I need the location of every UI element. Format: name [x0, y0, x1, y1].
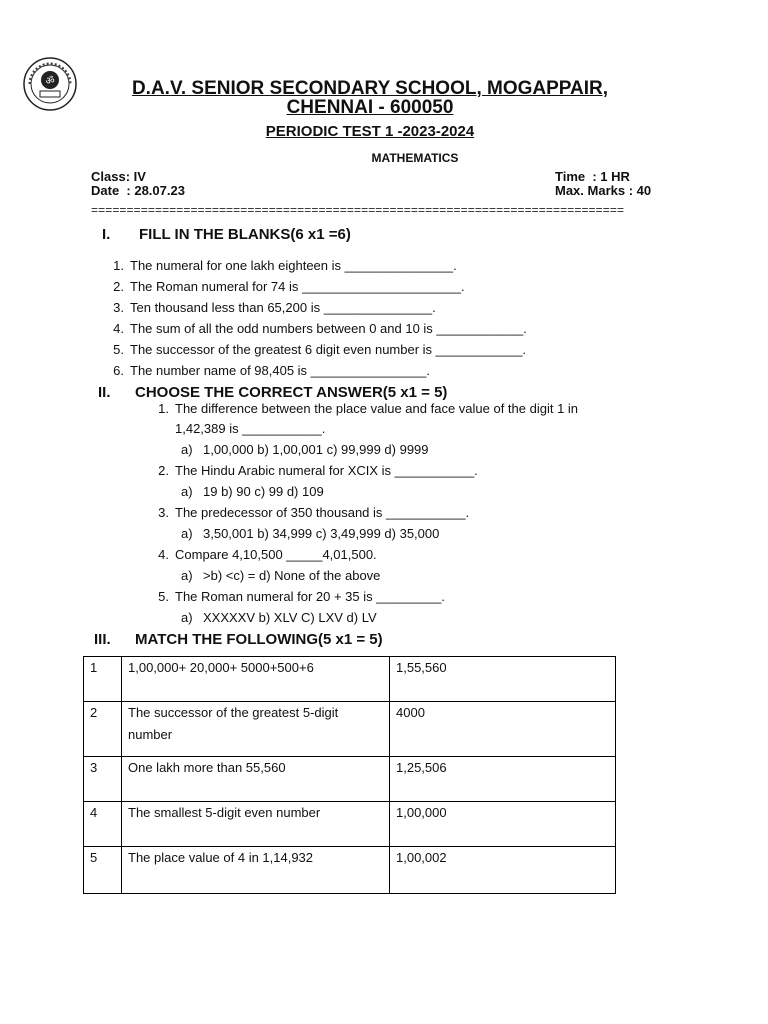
- school-name-line1: D.A.V. SENIOR SECONDARY SCHOOL, MOGAPPAIR,: [131, 78, 609, 99]
- section-3-title: MATCH THE FOLLOWING(5 x1 = 5): [135, 631, 383, 648]
- section-2-title: CHOOSE THE CORRECT ANSWER(5 x1 = 5): [135, 384, 448, 401]
- table-row: [84, 847, 616, 894]
- section-2-number: II.: [98, 384, 111, 401]
- section-1-number: I.: [102, 226, 111, 243]
- question-text: The sum of all the odd numbers between 0 and 10 is ____________.: [130, 321, 527, 336]
- right-column-cell: 1,00,000: [390, 802, 616, 847]
- question-number: 5.: [158, 589, 169, 604]
- question-number: 6.: [113, 363, 124, 378]
- divider-line: ===========================================================================: [91, 203, 625, 217]
- row-number: 4: [84, 802, 122, 847]
- row-number: 5: [84, 847, 122, 894]
- left-column-cell: One lakh more than 55,560: [122, 757, 390, 802]
- left-column-cell: The successor of the greatest 5-digit number: [122, 702, 390, 757]
- question-text: The Roman numeral for 20 + 35 is _________.: [175, 589, 445, 604]
- table-row: [84, 657, 616, 702]
- question-text: 1,42,389 is ___________.: [175, 421, 326, 436]
- question-text: The numeral for one lakh eighteen is _______________.: [130, 258, 457, 273]
- row-number: 2: [84, 702, 122, 757]
- question-text: The Roman numeral for 74 is ______________________.: [130, 279, 465, 294]
- question-text: The difference between the place value and face value of the digit 1 in: [175, 401, 579, 416]
- right-column-cell: 1,25,506: [390, 757, 616, 802]
- question-number: 1.: [158, 401, 169, 416]
- question-number: 5.: [113, 342, 124, 357]
- time-label: Time : 1 HR: [555, 169, 630, 184]
- right-column-cell: 4000: [390, 702, 616, 757]
- question-number: 4.: [158, 547, 169, 562]
- option-label: a): [181, 526, 193, 541]
- row-number: 1: [84, 657, 122, 702]
- question-number: 2.: [113, 279, 124, 294]
- school-name-line2: CHENNAI - 600050: [286, 97, 454, 118]
- section-1-title: FILL IN THE BLANKS(6 x1 =6): [139, 226, 351, 243]
- options-text: 19 b) 90 c) 99 d) 109: [203, 484, 324, 499]
- match-table: [83, 656, 616, 894]
- question-number: 4.: [113, 321, 124, 336]
- test-title: PERIODIC TEST 1 -2023-2024: [265, 123, 475, 140]
- right-column-cell: 1,55,560: [390, 657, 616, 702]
- question-number: 3.: [113, 300, 124, 315]
- table-row: [84, 802, 616, 847]
- options-text: >b) <c) = d) None of the above: [203, 568, 381, 583]
- question-text: The number name of 98,405 is ________________.: [130, 363, 430, 378]
- date-label: Date : 28.07.23: [91, 183, 185, 198]
- option-label: a): [181, 442, 193, 457]
- left-column-cell: 1,00,000+ 20,000+ 5000+500+6: [122, 657, 390, 702]
- table-row: [84, 757, 616, 802]
- question-text: Ten thousand less than 65,200 is _______________.: [130, 300, 436, 315]
- option-label: a): [181, 484, 193, 499]
- options-text: 1,00,000 b) 1,00,001 c) 99,999 d) 9999: [203, 442, 429, 457]
- question-number: 1.: [113, 258, 124, 273]
- option-label: a): [181, 610, 193, 625]
- class-label: Class: IV: [91, 169, 146, 184]
- question-number: 2.: [158, 463, 169, 478]
- left-column-cell: The place value of 4 in 1,14,932: [122, 847, 390, 894]
- question-text: The predecessor of 350 thousand is ___________.: [175, 505, 470, 520]
- section-3-number: III.: [94, 631, 111, 648]
- options-text: 3,50,001 b) 34,999 c) 3,49,999 d) 35,000: [203, 526, 440, 541]
- option-label: a): [181, 568, 193, 583]
- question-number: 3.: [158, 505, 169, 520]
- question-text: Compare 4,10,500 _____4,01,500.: [175, 547, 377, 562]
- right-column-cell: 1,00,002: [390, 847, 616, 894]
- row-number: 3: [84, 757, 122, 802]
- question-text: The successor of the greatest 6 digit even number is ____________.: [130, 342, 527, 357]
- svg-text:ॐ: ॐ: [45, 76, 55, 87]
- question-text: The Hindu Arabic numeral for XCIX is ___________.: [175, 463, 478, 478]
- table-row: [84, 702, 616, 757]
- school-logo: [22, 56, 78, 112]
- left-column-cell: The smallest 5-digit even number: [122, 802, 390, 847]
- subject-title: MATHEMATICS: [371, 151, 459, 165]
- options-text: XXXXXV b) XLV C) LXV d) LV: [203, 610, 377, 625]
- max-marks-label: Max. Marks : 40: [555, 183, 652, 198]
